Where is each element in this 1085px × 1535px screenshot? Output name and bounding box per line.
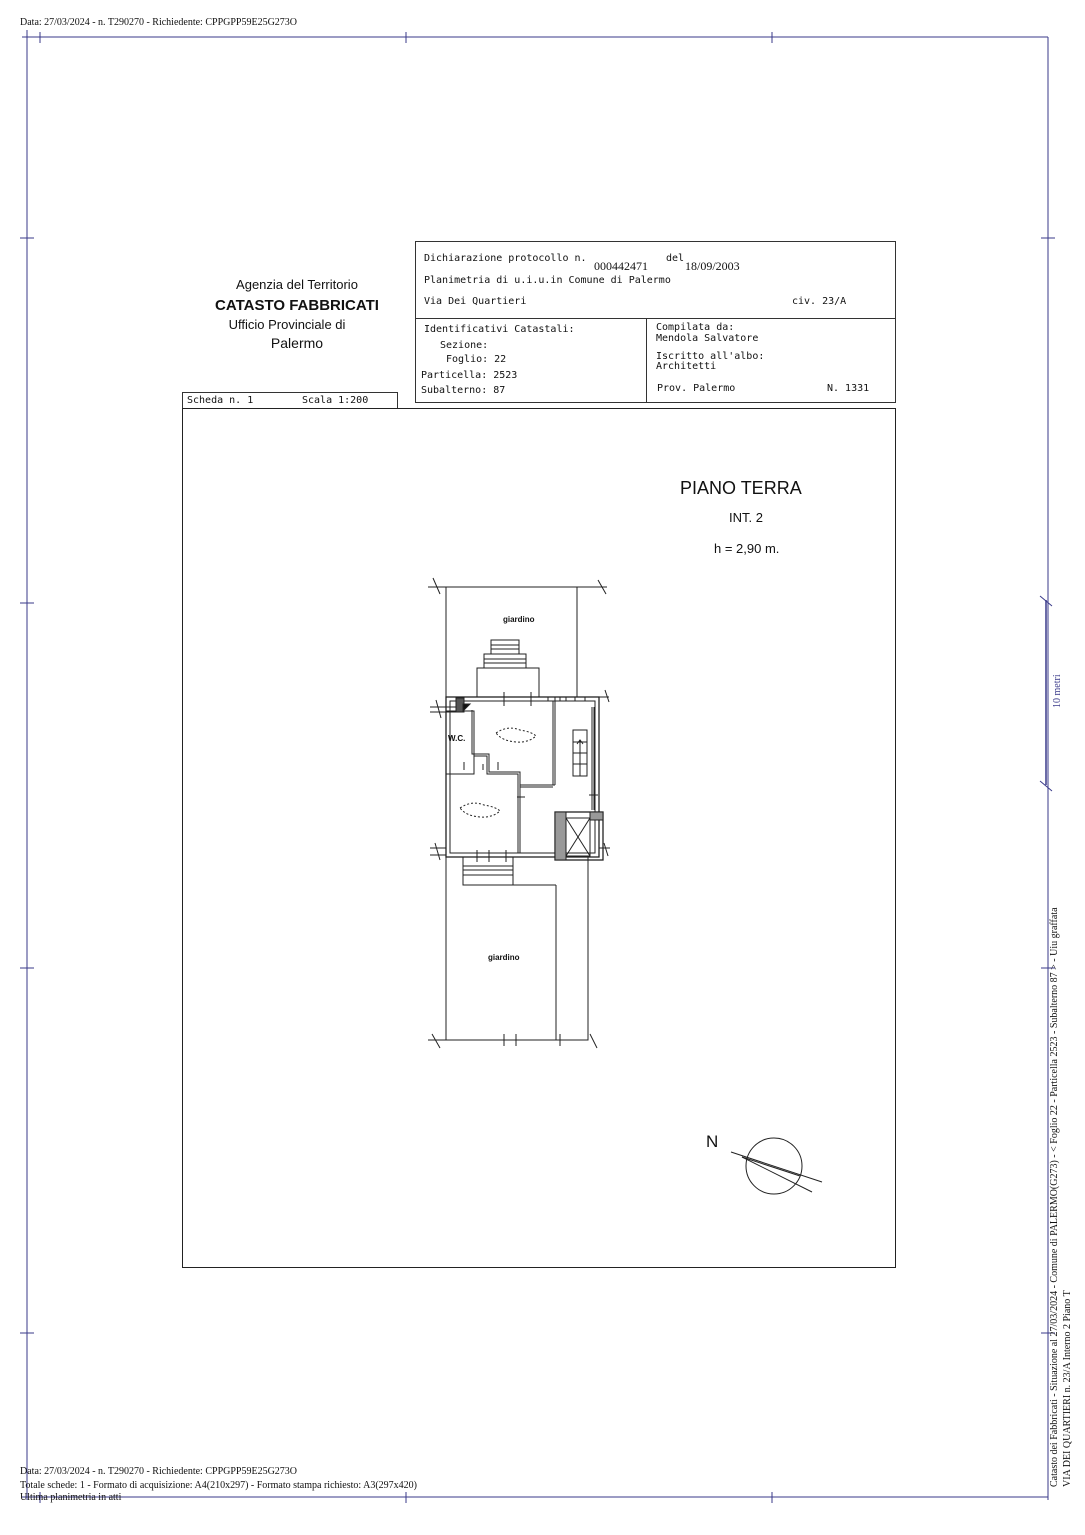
sezione-text: Sezione: bbox=[440, 340, 489, 351]
protocol-label: Dichiarazione protocollo n. bbox=[424, 253, 587, 264]
garden-label-bottom: giardino bbox=[488, 953, 520, 962]
scala-text: Scala 1:200 bbox=[302, 395, 369, 406]
height-label: h = 2,90 m. bbox=[714, 541, 780, 556]
ufficio-label: Ufficio Provinciale di bbox=[228, 317, 346, 332]
compilata-title: Compilata da: bbox=[656, 322, 735, 333]
prov-text: Prov. Palermo bbox=[657, 383, 736, 394]
wc-label: W.C. bbox=[448, 734, 466, 743]
particella-text: Particella: 2523 bbox=[421, 370, 518, 381]
footer-line-1: Data: 27/03/2024 - n. T290270 - Richiedente: CPPGPP59E25G273O bbox=[20, 1466, 298, 1477]
civ-text: civ. 23/A bbox=[792, 296, 847, 307]
agency-name: Agenzia del Territorio bbox=[236, 277, 358, 292]
foglio-text: Foglio: 22 bbox=[446, 354, 507, 365]
scale-label: 10 metri bbox=[1052, 674, 1063, 708]
compilata-name: Mendola Salvatore bbox=[656, 333, 759, 344]
scheda-text: Scheda n. 1 bbox=[187, 395, 254, 406]
iscritto-label: Iscritto all'albo: bbox=[656, 351, 765, 362]
address-text: Via Dei Quartieri bbox=[424, 296, 527, 307]
north-arrow bbox=[731, 1138, 822, 1194]
footer-line-3: Ultima planimetria in atti bbox=[20, 1492, 122, 1503]
subalterno-text: Subalterno: 87 bbox=[421, 385, 506, 396]
albo-text: Architetti bbox=[656, 361, 717, 372]
header-text: Data: 27/03/2024 - n. T290270 - Richiedente: CPPGPP59E25G273O bbox=[20, 17, 298, 28]
footer-line-2: Totale schede: 1 - Formato di acquisizione: A4(210x297) - Formato stampa richiesto: A3(297x420) bbox=[20, 1480, 417, 1491]
interno-label: INT. 2 bbox=[729, 510, 763, 525]
catasto-title: CATASTO FABBRICATI bbox=[215, 297, 379, 314]
planimetria-text: Planimetria di u.i.u.in Comune di Palermo bbox=[424, 275, 671, 286]
declaration-date: 18/09/2003 bbox=[685, 259, 740, 273]
vertical-caption-1: Catasto dei Fabbricati - Situazione al 27/03/2024 - Comune di PALERMO(G273) - < Foglio 22 - Particella 2523 - Subalterno 87 > - Uiu graffata bbox=[1049, 907, 1060, 1487]
numero-text: N. 1331 bbox=[827, 383, 870, 394]
del-label: del bbox=[666, 253, 685, 264]
garden-label-top: giardino bbox=[503, 615, 535, 624]
protocol-number: 000442471 bbox=[594, 259, 648, 273]
floor-title: PIANO TERRA bbox=[680, 478, 802, 498]
north-label: N bbox=[706, 1132, 719, 1151]
ufficio-city: Palermo bbox=[270, 335, 324, 351]
vertical-caption-2: VIA DEI QUARTIERI n. 23/A Interno 2 Piano T bbox=[1062, 1290, 1073, 1487]
identificativi-title: Identificativi Catastali: bbox=[424, 324, 575, 335]
